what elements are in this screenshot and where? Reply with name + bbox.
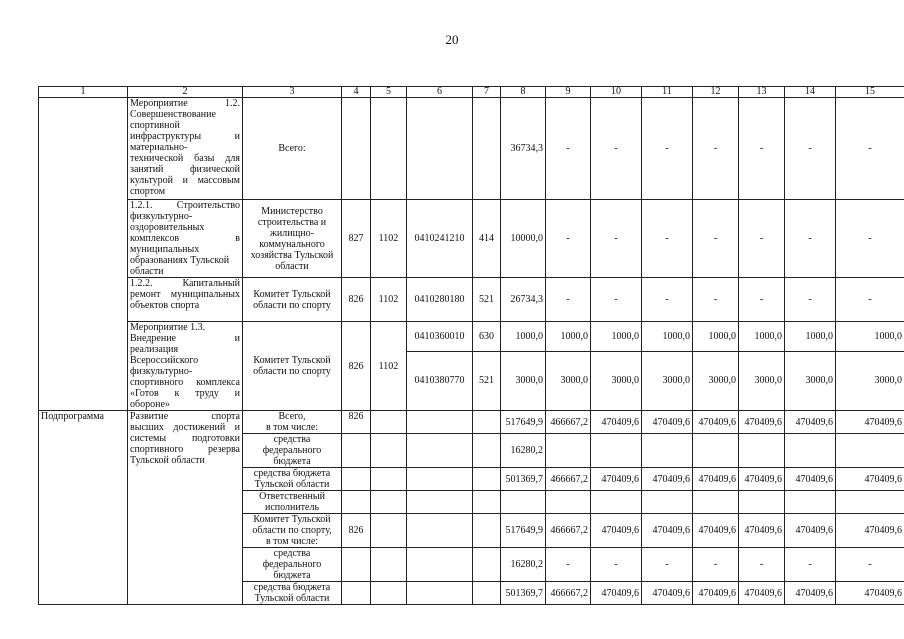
- empty-cell: [546, 491, 591, 514]
- amount: 466667,2: [546, 411, 591, 434]
- text-line: средства бюджета: [253, 582, 331, 593]
- amount: 470409,6: [642, 468, 693, 491]
- amount: 470409,6: [785, 582, 836, 605]
- dash: -: [693, 548, 739, 582]
- amount: 470409,6: [836, 514, 904, 548]
- empty-cell: [739, 491, 785, 514]
- funding-label: [243, 434, 342, 468]
- empty-cell: [473, 491, 501, 514]
- amount: 466667,2: [546, 468, 591, 491]
- col-num: 14: [785, 87, 836, 98]
- code: 1102: [371, 322, 407, 411]
- code: 826: [342, 322, 371, 411]
- text-line: Всероссийского: [130, 355, 199, 366]
- dash: -: [785, 278, 836, 322]
- table-row: [39, 322, 904, 352]
- text-line: коммунального: [259, 238, 325, 250]
- amount: 10000,0: [501, 200, 546, 278]
- text-line: Внедрение и: [130, 333, 240, 344]
- text-line: образованиях Тульской: [130, 255, 230, 266]
- text-line: спортом: [130, 186, 166, 197]
- code: 826: [342, 411, 371, 434]
- dash: -: [642, 548, 693, 582]
- col-num: 13: [739, 87, 785, 98]
- amount: 3000,0: [836, 351, 904, 410]
- text-line: строительства и: [257, 216, 327, 228]
- dash: -: [546, 98, 591, 200]
- amount: 466667,2: [546, 514, 591, 548]
- dash: -: [546, 278, 591, 322]
- empty-cell: [739, 434, 785, 468]
- text-line: 1.2.1. Строительство: [130, 200, 240, 211]
- amount: 470409,6: [642, 514, 693, 548]
- amount: 470409,6: [591, 468, 642, 491]
- text-line: в том числе:: [265, 422, 319, 433]
- dash: -: [642, 278, 693, 322]
- dash: -: [836, 278, 904, 322]
- amount: 470409,6: [591, 411, 642, 434]
- text-line: Комитет Тульской: [253, 355, 331, 366]
- empty-cell: [836, 434, 904, 468]
- amount: 1000,0: [591, 322, 642, 352]
- col-num: 10: [591, 87, 642, 98]
- dash: -: [785, 548, 836, 582]
- text-line: Всего,: [278, 411, 306, 422]
- text-line: области: [130, 266, 164, 277]
- empty-cell: [546, 434, 591, 468]
- code: 826: [342, 278, 371, 322]
- amount: 470409,6: [785, 411, 836, 434]
- executor: Всего:: [243, 98, 342, 200]
- empty-cell: [371, 468, 407, 491]
- amount: 470409,6: [785, 468, 836, 491]
- text-line: 1.2.2. Капитальный: [130, 278, 240, 289]
- amount: 517649,9: [501, 411, 546, 434]
- amount: 470409,6: [785, 514, 836, 548]
- empty-cell: [473, 468, 501, 491]
- dash: -: [546, 548, 591, 582]
- dash: -: [739, 548, 785, 582]
- text-line: средства: [273, 434, 311, 445]
- funding-label: [243, 491, 342, 514]
- text-line: обороне»: [130, 399, 170, 410]
- amount: 470409,6: [591, 582, 642, 605]
- text-line: средства бюджета: [253, 468, 331, 479]
- empty-cell: [342, 434, 371, 468]
- activity-name: [128, 200, 243, 278]
- dash: -: [591, 548, 642, 582]
- text-line: области по спорту: [253, 366, 331, 377]
- empty-cell: [371, 548, 407, 582]
- text-line: Ответственный: [259, 491, 325, 502]
- amount: 470409,6: [739, 411, 785, 434]
- text-line: Развитие спорта: [130, 411, 240, 422]
- amount: 470409,6: [836, 582, 904, 605]
- text-line: Тульской области: [254, 593, 330, 604]
- amount: 1000,0: [739, 322, 785, 352]
- amount: 470409,6: [693, 468, 739, 491]
- table-row: [39, 200, 904, 278]
- code: 0410241210: [407, 200, 473, 278]
- col-num: 15: [836, 87, 904, 98]
- col-num: 1: [39, 87, 128, 98]
- empty-cell: [407, 548, 473, 582]
- table-row: [39, 411, 904, 434]
- executor: [243, 278, 342, 322]
- text-line: Мероприятие 1.2.: [130, 98, 240, 109]
- empty-cell: [407, 98, 473, 200]
- empty-cell: [785, 434, 836, 468]
- empty-cell: [342, 491, 371, 514]
- dash: -: [739, 278, 785, 322]
- text-line: спортивного комплекса: [130, 377, 240, 388]
- col-num: 12: [693, 87, 739, 98]
- amount: 470409,6: [693, 582, 739, 605]
- text-line: инфраструктуры и: [130, 131, 240, 142]
- amount: 470409,6: [739, 468, 785, 491]
- text-line: ремонт муниципальных: [130, 289, 240, 300]
- subprogram-name: [128, 411, 243, 605]
- text-line: реализация: [130, 344, 179, 355]
- amount: 3000,0: [693, 351, 739, 410]
- amount: 3000,0: [591, 351, 642, 410]
- empty-cell: [501, 491, 546, 514]
- text-line: Комитет Тульской: [253, 288, 331, 300]
- empty-cell: [591, 434, 642, 468]
- amount: 470409,6: [642, 411, 693, 434]
- empty-cell: [39, 98, 128, 411]
- text-line: системы подготовки: [130, 433, 240, 444]
- dash: -: [785, 98, 836, 200]
- empty-cell: [473, 514, 501, 548]
- dash: -: [591, 200, 642, 278]
- amount: 501369,7: [501, 468, 546, 491]
- funding-label: [243, 411, 342, 434]
- empty-cell: [342, 98, 371, 200]
- subprogram-label: Подпрограмма: [39, 411, 128, 605]
- text-line: спортивного резерва: [130, 444, 240, 455]
- amount: 3000,0: [739, 351, 785, 410]
- code: 0410360010: [407, 322, 473, 352]
- amount: 36734,3: [501, 98, 546, 200]
- text-line: «Готов к труду и: [130, 388, 240, 399]
- page-number: 20: [445, 32, 459, 47]
- code: 521: [473, 351, 501, 410]
- empty-cell: [407, 411, 473, 434]
- empty-cell: [371, 411, 407, 434]
- empty-cell: [371, 514, 407, 548]
- amount: 501369,7: [501, 582, 546, 605]
- code: 1102: [371, 200, 407, 278]
- empty-cell: [371, 491, 407, 514]
- amount: 466667,2: [546, 582, 591, 605]
- col-num: 5: [371, 87, 407, 98]
- text-line: Тульской области: [254, 479, 330, 490]
- col-num: 3: [243, 87, 342, 98]
- text-line: области по спорту: [253, 299, 331, 311]
- empty-cell: [371, 434, 407, 468]
- text-line: материально-: [130, 142, 188, 153]
- empty-cell: [473, 98, 501, 200]
- code: 630: [473, 322, 501, 352]
- text-line: жилищно-: [270, 227, 314, 239]
- code: 827: [342, 200, 371, 278]
- amount: 470409,6: [739, 582, 785, 605]
- text-line: муниципальных: [130, 244, 200, 255]
- amount: 3000,0: [546, 351, 591, 410]
- amount: 26734,3: [501, 278, 546, 322]
- empty-cell: [342, 468, 371, 491]
- text-line: спортивной: [130, 120, 180, 131]
- dash: -: [693, 98, 739, 200]
- amount: 1000,0: [501, 322, 546, 352]
- funding-label: [243, 548, 342, 582]
- dash: -: [836, 98, 904, 200]
- text-line: федерального: [262, 445, 322, 456]
- text-line: занятий физической: [130, 164, 240, 175]
- code: 521: [473, 278, 501, 322]
- text-line: комплексов в: [130, 233, 240, 244]
- code: 826: [342, 514, 371, 548]
- text-line: области: [275, 260, 309, 272]
- dash: -: [693, 200, 739, 278]
- amount: 3000,0: [785, 351, 836, 410]
- col-num: 8: [501, 87, 546, 98]
- code: 1102: [371, 278, 407, 322]
- text-line: оздоровительных: [130, 222, 205, 233]
- empty-cell: [342, 582, 371, 605]
- code: 414: [473, 200, 501, 278]
- empty-cell: [693, 434, 739, 468]
- column-number-row: [39, 87, 904, 98]
- text-line: средства: [273, 548, 311, 559]
- amount: 470409,6: [693, 514, 739, 548]
- budget-table: [38, 86, 904, 605]
- text-line: Комитет Тульской: [253, 514, 331, 525]
- amount: 16280,2: [501, 434, 546, 468]
- empty-cell: [591, 491, 642, 514]
- dash: -: [642, 98, 693, 200]
- dash: -: [693, 278, 739, 322]
- amount: 470409,6: [693, 411, 739, 434]
- text-line: исполнитель: [264, 502, 320, 513]
- amount: 470409,6: [836, 468, 904, 491]
- empty-cell: [473, 548, 501, 582]
- amount: 470409,6: [739, 514, 785, 548]
- dash: -: [739, 200, 785, 278]
- amount: 1000,0: [546, 322, 591, 352]
- dash: -: [642, 200, 693, 278]
- dash: -: [591, 278, 642, 322]
- amount: 470409,6: [591, 514, 642, 548]
- amount: 1000,0: [693, 322, 739, 352]
- empty-cell: [642, 434, 693, 468]
- amount: 470409,6: [836, 411, 904, 434]
- text-line: области по спорту,: [252, 525, 332, 536]
- executor: [243, 200, 342, 278]
- col-num: 6: [407, 87, 473, 98]
- funding-label: [243, 514, 342, 548]
- col-num: 2: [128, 87, 243, 98]
- empty-cell: [473, 434, 501, 468]
- text-line: хозяйства Тульской: [250, 249, 334, 261]
- col-num: 9: [546, 87, 591, 98]
- amount: 1000,0: [836, 322, 904, 352]
- col-num: 4: [342, 87, 371, 98]
- code: 0410280180: [407, 278, 473, 322]
- amount: 517649,9: [501, 514, 546, 548]
- text-line: Министерство: [261, 205, 323, 217]
- text-line: Мероприятие 1.3.: [130, 322, 206, 333]
- code: 0410380770: [407, 351, 473, 410]
- text-line: объектов спорта: [130, 300, 200, 311]
- empty-cell: [407, 491, 473, 514]
- text-line: бюджета: [273, 456, 311, 467]
- amount: 3000,0: [642, 351, 693, 410]
- dash: -: [836, 548, 904, 582]
- empty-cell: [342, 548, 371, 582]
- empty-cell: [473, 411, 501, 434]
- dash: -: [836, 200, 904, 278]
- text-line: физкультурно-: [130, 366, 193, 377]
- empty-cell: [407, 468, 473, 491]
- amount: 1000,0: [785, 322, 836, 352]
- text-line: бюджета: [273, 570, 311, 581]
- dash: -: [546, 200, 591, 278]
- text-line: физкультурно-: [130, 211, 193, 222]
- funding-label: [243, 582, 342, 605]
- empty-cell: [407, 514, 473, 548]
- empty-cell: [371, 98, 407, 200]
- empty-cell: [836, 491, 904, 514]
- text-line: Тульской области: [130, 455, 205, 466]
- dash: -: [739, 98, 785, 200]
- empty-cell: [642, 491, 693, 514]
- table-row: [39, 98, 904, 200]
- empty-cell: [473, 582, 501, 605]
- activity-name: [128, 322, 243, 411]
- text-line: технической базы для: [130, 153, 240, 164]
- amount: 470409,6: [642, 582, 693, 605]
- dash: -: [591, 98, 642, 200]
- empty-cell: [693, 491, 739, 514]
- empty-cell: [407, 582, 473, 605]
- empty-cell: [785, 491, 836, 514]
- text-line: Совершенствование: [130, 109, 216, 120]
- text-line: федерального: [262, 559, 322, 570]
- activity-name: [128, 98, 243, 200]
- col-num: 7: [473, 87, 501, 98]
- activity-name: [128, 278, 243, 322]
- amount: 3000,0: [501, 351, 546, 410]
- amount: 1000,0: [642, 322, 693, 352]
- amount: 16280,2: [501, 548, 546, 582]
- text-line: культурой и массовым: [130, 175, 240, 186]
- executor: [243, 322, 342, 411]
- funding-label: [243, 468, 342, 491]
- empty-cell: [371, 582, 407, 605]
- empty-cell: [407, 434, 473, 468]
- col-num: 11: [642, 87, 693, 98]
- table-row: [39, 278, 904, 322]
- text-line: в том числе:: [265, 536, 319, 547]
- dash: -: [785, 200, 836, 278]
- text-line: высших достижений и: [130, 422, 240, 433]
